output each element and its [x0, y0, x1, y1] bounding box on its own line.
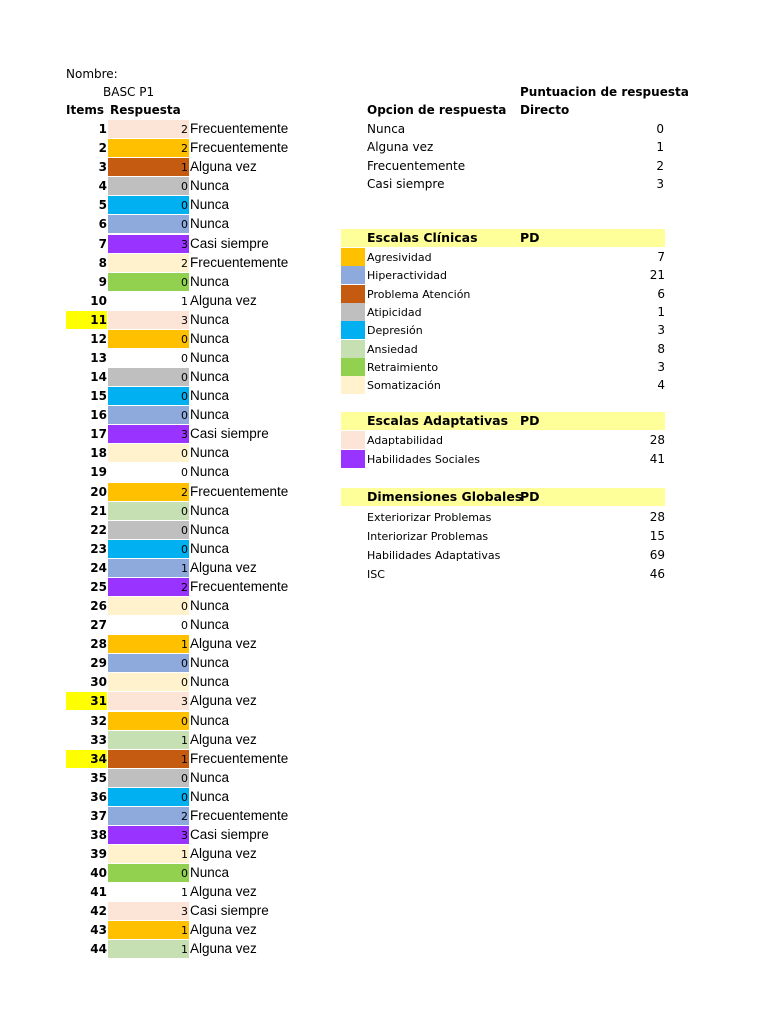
scale-color-swatch: [341, 431, 365, 449]
scale-value: 3: [657, 323, 665, 338]
response-label: Nunca: [190, 388, 230, 404]
response-score: 3: [181, 237, 188, 251]
response-label: Frecuentemente: [190, 140, 289, 156]
response-score: 1: [181, 886, 188, 900]
adaptive-scales-title: Escalas Adaptativas: [367, 413, 509, 428]
response-score: 2: [181, 256, 188, 270]
response-label: Nunca: [190, 178, 230, 194]
response-score: 0: [181, 542, 188, 556]
item-number: 2: [98, 141, 107, 156]
scale-label: Habilidades Sociales: [367, 453, 480, 466]
scale-row: [341, 340, 665, 358]
scale-color-swatch: [341, 358, 365, 376]
scale-row: [341, 565, 665, 583]
response-score: 0: [181, 180, 188, 194]
item-number: 32: [90, 713, 107, 728]
item-number: 15: [90, 389, 107, 404]
response-score: 0: [181, 523, 188, 537]
puntuacion-header: Puntuacion de respuesta: [520, 85, 689, 99]
response-label: Nunca: [190, 674, 230, 690]
items-header: Items: [66, 103, 104, 117]
scale-label: Exteriorizar Problemas: [367, 511, 492, 524]
response-label: Alguna vez: [190, 922, 257, 938]
scale-color-swatch: [341, 285, 365, 303]
response-label: Casi siempre: [190, 426, 269, 442]
scale-color-swatch: [341, 248, 365, 266]
scale-value: 28: [649, 433, 665, 447]
response-label: Nunca: [190, 464, 230, 480]
scale-color-swatch: [341, 527, 365, 545]
response-label: Alguna vez: [190, 292, 257, 308]
scale-label: Habilidades Adaptativas: [367, 549, 501, 562]
item-number: 21: [90, 503, 107, 518]
item-number: 7: [98, 236, 107, 251]
item-number: 44: [90, 942, 107, 957]
item-number: 23: [90, 541, 107, 556]
option-score: 1: [656, 140, 664, 155]
scale-label: ISC: [367, 568, 385, 581]
response-score: 1: [181, 943, 188, 957]
response-label: Nunca: [190, 216, 230, 232]
item-number: 19: [90, 465, 107, 480]
item-number: 22: [90, 522, 107, 537]
response-label: Nunca: [190, 540, 230, 556]
scale-row: [341, 508, 665, 526]
opcion-header: Opcion de respuesta: [367, 103, 507, 117]
scale-label: Problema Atención: [367, 287, 471, 301]
item-number: 4: [98, 179, 107, 194]
response-label: Frecuentemente: [190, 121, 289, 136]
nombre-label: Nombre:: [66, 67, 118, 81]
response-score: 1: [181, 924, 188, 938]
scale-color-swatch: [341, 546, 365, 564]
response-score: 1: [181, 638, 188, 652]
item-number: 28: [90, 637, 107, 652]
response-score: 0: [181, 619, 188, 633]
response-label: Frecuentemente: [190, 578, 289, 594]
clinical-pd-label: PD: [520, 230, 540, 245]
item-number: 33: [90, 732, 107, 747]
option-label: Frecuentemente: [367, 158, 466, 173]
response-label: Nunca: [190, 502, 230, 518]
response-score: 2: [181, 580, 188, 594]
item-number: 42: [90, 904, 107, 919]
response-score: 3: [181, 829, 188, 842]
scale-color-swatch: [341, 321, 365, 339]
response-label: Nunca: [190, 407, 230, 423]
option-score: 2: [656, 158, 664, 173]
item-number: 27: [90, 618, 107, 633]
response-label: Alguna vez: [190, 559, 257, 575]
option-row: [367, 157, 664, 175]
scale-value: 4: [657, 378, 665, 393]
item-number: 12: [90, 331, 107, 346]
item-number: 37: [90, 808, 107, 823]
item-number: 25: [90, 579, 107, 594]
response-score: 0: [181, 504, 188, 518]
response-score: 0: [181, 447, 188, 461]
response-score: 1: [181, 161, 188, 175]
scale-label: Somatización: [367, 379, 441, 393]
response-label: Frecuentemente: [190, 807, 289, 823]
scale-row: [341, 450, 665, 468]
item-number: 17: [90, 427, 107, 442]
response-label: Nunca: [190, 197, 230, 213]
response-label: Nunca: [190, 369, 230, 384]
adaptive-scales-header: [341, 412, 665, 430]
scale-value: 7: [657, 250, 665, 264]
item-number: 43: [90, 923, 107, 938]
scale-label: Interiorizar Problemas: [367, 530, 489, 543]
scale-label: Agresividad: [367, 251, 432, 264]
response-score: 0: [181, 867, 188, 881]
scale-row: [341, 358, 665, 376]
response-label: Nunca: [190, 350, 230, 365]
response-label: Alguna vez: [190, 846, 257, 861]
scale-value: 6: [657, 286, 665, 301]
scale-color-swatch: [341, 303, 365, 321]
global-dimensions-header: [341, 488, 665, 506]
item-number: 9: [98, 274, 107, 289]
response-score: 0: [181, 218, 188, 232]
response-score: 1: [181, 752, 188, 766]
response-label: Nunca: [190, 445, 230, 461]
scale-color-swatch: [341, 508, 365, 526]
item-number: 39: [90, 847, 107, 861]
scale-color-swatch: [341, 565, 365, 583]
response-score: 2: [181, 485, 188, 499]
response-score: 1: [181, 561, 188, 575]
scale-row: [341, 303, 665, 321]
response-score: 0: [181, 600, 188, 613]
response-score: 3: [181, 905, 188, 919]
item-number: 29: [90, 656, 107, 671]
item-number: 10: [90, 293, 107, 308]
scale-row: [341, 376, 665, 394]
scale-value: 46: [649, 567, 665, 581]
response-score: 0: [181, 466, 188, 480]
response-score: 0: [181, 275, 188, 289]
scale-color-swatch: [341, 450, 365, 468]
response-label: Alguna vez: [190, 731, 257, 747]
scale-label: Ansiedad: [367, 342, 418, 356]
response-label: Casi siempre: [190, 827, 269, 842]
response-label: Nunca: [190, 712, 230, 728]
response-score: 0: [181, 676, 188, 690]
item-number: 40: [90, 866, 107, 881]
clinical-scales-title: Escalas Clínicas: [367, 230, 478, 245]
item-number: 5: [98, 198, 107, 213]
item-number: 14: [90, 370, 107, 384]
item-number: 8: [98, 255, 107, 270]
scale-row: [341, 527, 665, 545]
test-name: BASC P1: [103, 85, 155, 99]
response-label: Nunca: [190, 330, 230, 346]
item-number: 20: [90, 484, 107, 499]
response-score: 1: [181, 733, 188, 747]
directo-header: Directo: [520, 103, 570, 117]
response-label: Nunca: [190, 598, 230, 613]
scale-row: [341, 321, 665, 339]
response-label: Nunca: [190, 655, 230, 671]
response-score: 3: [181, 428, 188, 442]
response-score: 2: [181, 809, 188, 823]
response-score: 0: [181, 409, 188, 423]
response-label: Alguna vez: [190, 636, 257, 652]
response-label: Nunca: [190, 273, 230, 289]
response-label: Casi siempre: [190, 903, 269, 919]
option-score: 0: [656, 122, 664, 136]
scale-color-swatch: [341, 340, 365, 358]
response-score: 0: [181, 371, 188, 384]
response-score: 0: [181, 771, 188, 785]
scale-value: 21: [649, 268, 665, 283]
global-pd-label: PD: [520, 489, 540, 504]
scale-row: [341, 266, 665, 284]
response-label: Nunca: [190, 521, 230, 537]
response-label: Alguna vez: [190, 693, 257, 709]
response-score: 0: [181, 199, 188, 213]
item-number: 38: [90, 828, 107, 842]
response-score: 0: [181, 790, 188, 804]
response-label: Frecuentemente: [190, 254, 289, 270]
response-label: Alguna vez: [190, 884, 257, 900]
response-label: Alguna vez: [190, 159, 257, 175]
item-number: 24: [90, 560, 107, 575]
scale-value: 69: [649, 548, 665, 562]
response-score: 0: [181, 352, 188, 365]
response-label: Frecuentemente: [190, 483, 289, 499]
scale-label: Hiperactividad: [367, 269, 448, 283]
item-number: 11: [66, 311, 107, 329]
item-number: 16: [90, 408, 107, 423]
scale-label: Retraimiento: [367, 360, 439, 374]
response-score: 1: [181, 848, 188, 861]
respuesta-header: Respuesta: [110, 103, 181, 117]
scale-value: 28: [649, 510, 665, 524]
option-row: [367, 175, 664, 193]
item-number: 13: [90, 351, 107, 365]
scale-color-swatch: [341, 376, 365, 394]
response-label: Nunca: [190, 617, 230, 633]
item-number: 18: [90, 446, 107, 461]
option-label: Casi siempre: [367, 176, 445, 191]
scale-label: Atipicidad: [367, 305, 422, 319]
scale-label: Depresión: [367, 324, 423, 338]
response-score: 3: [181, 695, 188, 709]
scale-label: Adaptabilidad: [367, 434, 443, 447]
response-score: 0: [181, 390, 188, 404]
response-label: Nunca: [190, 311, 230, 327]
response-label: Nunca: [190, 788, 230, 804]
response-score: 0: [181, 332, 188, 346]
response-label: Alguna vez: [190, 941, 257, 957]
option-label: Alguna vez: [367, 140, 434, 155]
scale-color-swatch: [341, 266, 365, 284]
response-score: 0: [181, 657, 188, 671]
option-label: Nunca: [367, 122, 406, 136]
response-score: 1: [181, 294, 188, 308]
item-number: 36: [90, 789, 107, 804]
item-number: 6: [98, 217, 107, 232]
response-label: Nunca: [190, 769, 230, 785]
scale-row: [341, 285, 665, 303]
option-row: [367, 120, 664, 138]
item-number: 35: [90, 770, 107, 785]
scale-row: [341, 431, 665, 449]
scale-row: [341, 248, 665, 266]
response-label: Casi siempre: [190, 235, 269, 251]
option-row: [367, 138, 664, 156]
response-score: 0: [181, 714, 188, 728]
option-score: 3: [656, 176, 664, 191]
response-score: 3: [181, 313, 188, 327]
scale-value: 3: [657, 359, 665, 374]
scale-value: 8: [657, 341, 665, 356]
item-number: 1: [98, 122, 107, 136]
adaptive-pd-label: PD: [520, 413, 540, 428]
item-number: 34: [66, 750, 107, 768]
response-score: 2: [181, 123, 188, 136]
item-number: 26: [90, 599, 107, 613]
item-number: 41: [90, 885, 107, 900]
response-score: 2: [181, 142, 188, 156]
item-number: 31: [66, 692, 107, 710]
item-number: 3: [98, 160, 107, 175]
scale-row: [341, 546, 665, 564]
response-label: Frecuentemente: [190, 750, 289, 766]
scale-value: 15: [649, 529, 665, 543]
clinical-scales-header: [341, 229, 665, 247]
item-number: 30: [90, 675, 107, 690]
scale-value: 1: [657, 304, 665, 319]
scale-value: 41: [649, 452, 665, 466]
response-label: Nunca: [190, 865, 230, 881]
global-dimensions-title: Dimensiones Globales: [367, 489, 523, 504]
